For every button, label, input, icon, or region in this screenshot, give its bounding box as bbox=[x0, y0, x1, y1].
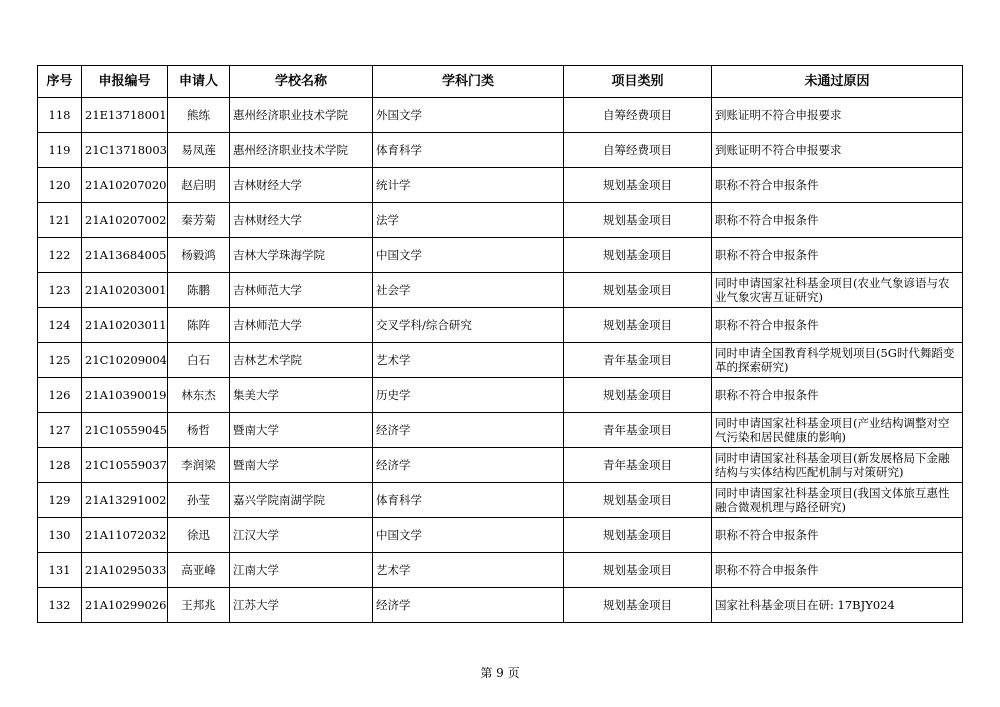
cell-index: 130 bbox=[38, 518, 82, 553]
cell-application-id: 21C13718003 bbox=[82, 133, 168, 168]
cell-applicant: 杨哲 bbox=[168, 413, 230, 448]
cell-school: 嘉兴学院南湖学院 bbox=[230, 483, 373, 518]
cell-school: 吉林师范大学 bbox=[230, 308, 373, 343]
cell-project-type: 青年基金项目 bbox=[564, 343, 712, 378]
cell-school: 惠州经济职业技术学院 bbox=[230, 98, 373, 133]
cell-school: 江苏大学 bbox=[230, 588, 373, 623]
header-school: 学校名称 bbox=[230, 66, 373, 98]
table-row bbox=[38, 518, 963, 553]
cell-applicant: 易凤莲 bbox=[168, 133, 230, 168]
cell-applicant: 徐迅 bbox=[168, 518, 230, 553]
cell-rejection-reason: 同时申请全国教育科学规划项目(5G时代舞蹈变革的探索研究) bbox=[712, 343, 963, 378]
cell-applicant: 陈鹏 bbox=[168, 273, 230, 308]
cell-application-id: 21A13684005 bbox=[82, 238, 168, 273]
cell-applicant: 李润梁 bbox=[168, 448, 230, 483]
cell-application-id: 21A10295033 bbox=[82, 553, 168, 588]
cell-school: 惠州经济职业技术学院 bbox=[230, 133, 373, 168]
cell-index: 126 bbox=[38, 378, 82, 413]
table-row bbox=[38, 378, 963, 413]
header-project-type: 项目类别 bbox=[564, 66, 712, 98]
table-row bbox=[38, 238, 963, 273]
cell-project-type: 规划基金项目 bbox=[564, 588, 712, 623]
cell-discipline: 经济学 bbox=[373, 413, 564, 448]
table-row bbox=[38, 553, 963, 588]
cell-rejection-reason: 职称不符合申报条件 bbox=[712, 518, 963, 553]
cell-applicant: 孙莹 bbox=[168, 483, 230, 518]
cell-discipline: 艺术学 bbox=[373, 343, 564, 378]
cell-index: 123 bbox=[38, 273, 82, 308]
cell-school: 暨南大学 bbox=[230, 413, 373, 448]
cell-rejection-reason: 职称不符合申报条件 bbox=[712, 553, 963, 588]
cell-school: 集美大学 bbox=[230, 378, 373, 413]
header-applicant: 申请人 bbox=[168, 66, 230, 98]
cell-rejection-reason: 同时申请国家社科基金项目(农业气象谚语与农业气象灾害互证研究) bbox=[712, 273, 963, 308]
cell-index: 127 bbox=[38, 413, 82, 448]
cell-school: 暨南大学 bbox=[230, 448, 373, 483]
cell-applicant: 白石 bbox=[168, 343, 230, 378]
header-rejection-reason: 未通过原因 bbox=[712, 66, 963, 98]
cell-applicant: 王邦兆 bbox=[168, 588, 230, 623]
cell-rejection-reason: 同时申请国家社科基金项目(产业结构调整对空气污染和居民健康的影响) bbox=[712, 413, 963, 448]
table-row bbox=[38, 588, 963, 623]
table-row bbox=[38, 98, 963, 133]
cell-discipline: 法学 bbox=[373, 203, 564, 238]
cell-rejection-reason: 国家社科基金项目在研: 17BJY024 bbox=[712, 588, 963, 623]
cell-project-type: 规划基金项目 bbox=[564, 203, 712, 238]
cell-index: 132 bbox=[38, 588, 82, 623]
cell-discipline: 历史学 bbox=[373, 378, 564, 413]
cell-rejection-reason: 职称不符合申报条件 bbox=[712, 203, 963, 238]
header-index: 序号 bbox=[38, 66, 82, 98]
table-row bbox=[38, 413, 963, 448]
header-application-id: 申报编号 bbox=[82, 66, 168, 98]
cell-school: 江汉大学 bbox=[230, 518, 373, 553]
cell-project-type: 自筹经费项目 bbox=[564, 133, 712, 168]
cell-rejection-reason: 职称不符合申报条件 bbox=[712, 308, 963, 343]
cell-applicant: 杨毅鸿 bbox=[168, 238, 230, 273]
table-row bbox=[38, 273, 963, 308]
cell-discipline: 中国文学 bbox=[373, 518, 564, 553]
cell-school: 吉林财经大学 bbox=[230, 168, 373, 203]
cell-index: 131 bbox=[38, 553, 82, 588]
cell-project-type: 规划基金项目 bbox=[564, 168, 712, 203]
cell-discipline: 经济学 bbox=[373, 588, 564, 623]
cell-application-id: 21A11072032 bbox=[82, 518, 168, 553]
table-body bbox=[38, 98, 963, 623]
cell-project-type: 规划基金项目 bbox=[564, 518, 712, 553]
cell-project-type: 规划基金项目 bbox=[564, 273, 712, 308]
rejected-applications-table bbox=[37, 65, 963, 623]
cell-school: 吉林师范大学 bbox=[230, 273, 373, 308]
cell-project-type: 青年基金项目 bbox=[564, 448, 712, 483]
table-row bbox=[38, 483, 963, 518]
cell-discipline: 体育科学 bbox=[373, 133, 564, 168]
table-row bbox=[38, 308, 963, 343]
table-row bbox=[38, 448, 963, 483]
cell-project-type: 规划基金项目 bbox=[564, 553, 712, 588]
cell-index: 124 bbox=[38, 308, 82, 343]
cell-discipline: 中国文学 bbox=[373, 238, 564, 273]
cell-discipline: 经济学 bbox=[373, 448, 564, 483]
cell-index: 118 bbox=[38, 98, 82, 133]
cell-application-id: 21C10209004 bbox=[82, 343, 168, 378]
table-header-row bbox=[38, 66, 963, 98]
cell-school: 江南大学 bbox=[230, 553, 373, 588]
cell-index: 119 bbox=[38, 133, 82, 168]
cell-index: 121 bbox=[38, 203, 82, 238]
cell-applicant: 陈阵 bbox=[168, 308, 230, 343]
cell-application-id: 21A13291002 bbox=[82, 483, 168, 518]
cell-application-id: 21E13718001 bbox=[82, 98, 168, 133]
cell-application-id: 21A10299026 bbox=[82, 588, 168, 623]
cell-applicant: 林东杰 bbox=[168, 378, 230, 413]
cell-rejection-reason: 到账证明不符合申报要求 bbox=[712, 133, 963, 168]
cell-index: 125 bbox=[38, 343, 82, 378]
cell-rejection-reason: 职称不符合申报条件 bbox=[712, 168, 963, 203]
cell-discipline: 艺术学 bbox=[373, 553, 564, 588]
header-discipline: 学科门类 bbox=[373, 66, 564, 98]
cell-application-id: 21A10207002 bbox=[82, 203, 168, 238]
cell-rejection-reason: 同时申请国家社科基金项目(我国文体旅互惠性融合微观机理与路径研究) bbox=[712, 483, 963, 518]
cell-index: 129 bbox=[38, 483, 82, 518]
cell-project-type: 规划基金项目 bbox=[564, 238, 712, 273]
cell-application-id: 21A10203011 bbox=[82, 308, 168, 343]
cell-application-id: 21C10559045 bbox=[82, 413, 168, 448]
cell-application-id: 21C10559037 bbox=[82, 448, 168, 483]
cell-project-type: 规划基金项目 bbox=[564, 378, 712, 413]
cell-rejection-reason: 职称不符合申报条件 bbox=[712, 238, 963, 273]
cell-index: 120 bbox=[38, 168, 82, 203]
cell-discipline: 社会学 bbox=[373, 273, 564, 308]
cell-index: 128 bbox=[38, 448, 82, 483]
table-row bbox=[38, 133, 963, 168]
cell-applicant: 秦芳菊 bbox=[168, 203, 230, 238]
cell-rejection-reason: 职称不符合申报条件 bbox=[712, 378, 963, 413]
cell-application-id: 21A10390019 bbox=[82, 378, 168, 413]
cell-discipline: 交叉学科/综合研究 bbox=[373, 308, 564, 343]
cell-project-type: 规划基金项目 bbox=[564, 308, 712, 343]
cell-project-type: 规划基金项目 bbox=[564, 483, 712, 518]
cell-project-type: 自筹经费项目 bbox=[564, 98, 712, 133]
cell-school: 吉林财经大学 bbox=[230, 203, 373, 238]
cell-rejection-reason: 到账证明不符合申报要求 bbox=[712, 98, 963, 133]
cell-discipline: 统计学 bbox=[373, 168, 564, 203]
cell-school: 吉林大学珠海学院 bbox=[230, 238, 373, 273]
cell-index: 122 bbox=[38, 238, 82, 273]
page-number: 第 9 页 bbox=[480, 666, 520, 680]
cell-applicant: 高亚峰 bbox=[168, 553, 230, 588]
table-row bbox=[38, 343, 963, 378]
table-row bbox=[38, 203, 963, 238]
cell-rejection-reason: 同时申请国家社科基金项目(新发展格局下金融结构与实体结构匹配机制与对策研究) bbox=[712, 448, 963, 483]
table-row bbox=[38, 168, 963, 203]
cell-project-type: 青年基金项目 bbox=[564, 413, 712, 448]
cell-application-id: 21A10207020 bbox=[82, 168, 168, 203]
cell-discipline: 体育科学 bbox=[373, 483, 564, 518]
cell-applicant: 熊练 bbox=[168, 98, 230, 133]
cell-application-id: 21A10203001 bbox=[82, 273, 168, 308]
cell-school: 吉林艺术学院 bbox=[230, 343, 373, 378]
cell-applicant: 赵启明 bbox=[168, 168, 230, 203]
cell-discipline: 外国文学 bbox=[373, 98, 564, 133]
